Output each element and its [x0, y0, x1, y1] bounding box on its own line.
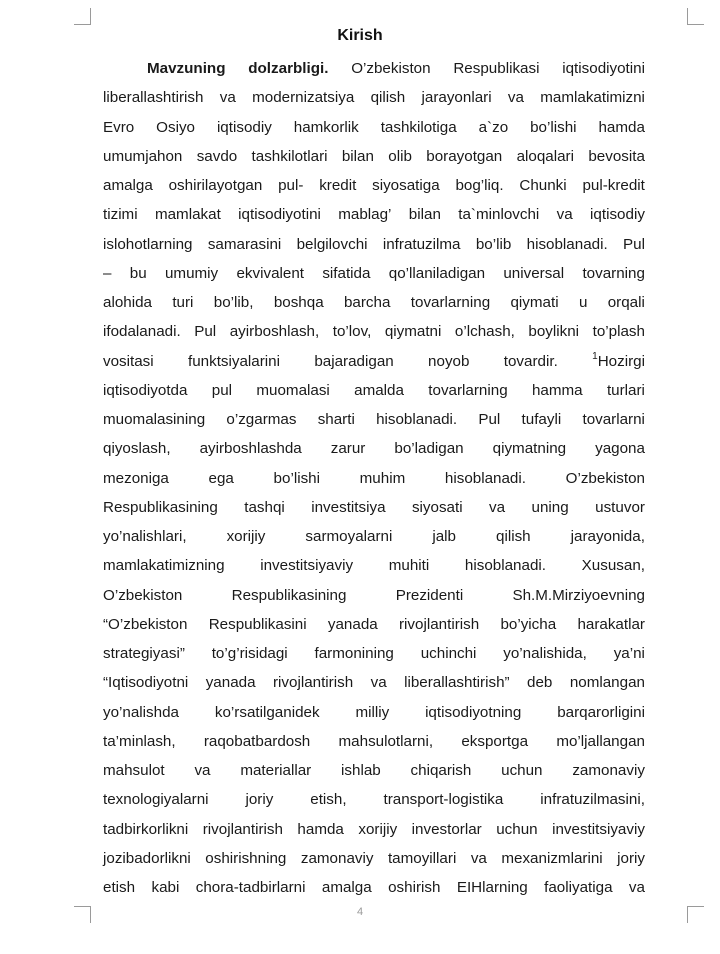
word: jalb [432, 528, 456, 545]
word: bilan [341, 147, 374, 165]
word: milliy [355, 703, 390, 721]
word: Osiyo [156, 118, 195, 136]
word: ustuvor [595, 498, 645, 516]
word: olib [388, 147, 412, 165]
word: uchun [501, 762, 543, 779]
word: o’zgarmas [226, 411, 297, 428]
word: a`zo [478, 118, 509, 136]
word: tashkilotiga [380, 118, 457, 136]
document-body [103, 54, 645, 902]
word: muomalasining [103, 411, 206, 428]
word: barqarorligini [557, 703, 645, 721]
word: tovarning [582, 264, 645, 282]
word: bajaradigan [314, 352, 394, 370]
word: alohida [103, 294, 152, 311]
word: chora-tadbirlarni [195, 879, 306, 896]
text-line [103, 171, 645, 200]
word: – [103, 264, 112, 282]
word: iqtisodiy [216, 118, 272, 136]
word: Pul [478, 411, 501, 428]
word: zarur [330, 440, 366, 458]
word: hisoblanadi. [376, 411, 458, 428]
word: rivojlantirish [398, 615, 480, 633]
text-line [103, 668, 645, 697]
word: aloqalari [516, 147, 574, 165]
word: farmonining [314, 645, 394, 662]
text-line [103, 522, 645, 551]
word: siyosati [411, 498, 463, 516]
word: amalda [354, 381, 404, 399]
word: Prezidenti [395, 586, 464, 604]
word: belgilovchi [296, 235, 368, 253]
word: Respublikasini [208, 615, 307, 633]
word: hamma [531, 381, 583, 399]
word: turlari [606, 381, 645, 399]
word: mexanizmlarini [501, 849, 603, 867]
word: savdo [196, 147, 238, 165]
text-line [103, 815, 645, 844]
word: joriy [617, 849, 645, 867]
text-line [103, 756, 645, 785]
page-corner-mark-top-left [74, 8, 91, 25]
text-line [103, 581, 645, 610]
word: muomalasi [256, 381, 330, 399]
word: va [489, 498, 506, 516]
word: tamoyillari [387, 849, 457, 867]
word: investitsiyaviy [552, 820, 645, 838]
word: umumiy [164, 264, 219, 282]
word: bu [129, 264, 147, 282]
word: Sh.M.Mirziyoevning [512, 586, 645, 604]
word: bevosita [588, 147, 645, 165]
word: yanada [205, 674, 256, 692]
word: ya’ni [613, 645, 645, 662]
text-line [103, 230, 645, 259]
word: to’plash [592, 323, 645, 341]
word: zamonaviy [572, 762, 645, 779]
word: iqtisodiyotini [238, 206, 321, 224]
word: texnologiyalarni [103, 791, 209, 809]
word: Chunki [519, 177, 567, 194]
word: joriy [245, 791, 274, 809]
word: borayotgan [426, 147, 503, 165]
word: oshirilayotgan [168, 177, 263, 194]
word: sifatida [322, 264, 371, 282]
word: mablag’ [338, 206, 392, 224]
word: bo’lishi [530, 118, 577, 136]
word: Evro [103, 118, 135, 136]
word: investitsiya [311, 498, 386, 516]
word: dolzarbligi. [248, 60, 329, 77]
text-line [103, 610, 645, 639]
word: liberallashtirish [103, 89, 204, 107]
word: hamda [297, 820, 344, 838]
word: kredit [319, 177, 357, 194]
word: va [507, 89, 524, 107]
word: qiymatni [384, 323, 442, 341]
word: bog’liq. [455, 177, 504, 194]
word: mahsulot [103, 762, 165, 779]
word: va [628, 879, 645, 896]
word: infratuzilmasini, [540, 791, 645, 809]
word: etish, [310, 791, 347, 809]
word: Respublikasining [103, 498, 218, 516]
word: mo’ljallangan [556, 732, 645, 750]
word: tovarlarning [428, 381, 508, 399]
word: uchun [496, 820, 538, 838]
page-number: 4 [356, 906, 364, 918]
word: O’zbekiston [351, 60, 431, 77]
word: Respublikasining [231, 586, 347, 604]
word: yo’nalishda [103, 703, 179, 721]
word: tashqi [244, 498, 285, 516]
word: ta’minlash, [103, 732, 176, 750]
word: bo’ladigan [394, 440, 464, 458]
word: barcha [343, 294, 391, 311]
word: tadbirkorlikni [103, 820, 189, 838]
word: universal [503, 264, 565, 282]
word: yo’nalishida, [503, 645, 587, 662]
word: 1Hozirgi [592, 351, 645, 370]
word: amalga [321, 879, 372, 896]
word: faoliyatiga [544, 879, 613, 896]
word: tovardir. [503, 352, 558, 370]
word: ayirboshlashda [199, 440, 302, 458]
word: jarayonlari [421, 89, 492, 107]
word: Pul [194, 323, 217, 341]
text-line [103, 54, 645, 83]
word: transport-logistika [383, 791, 504, 809]
word: ta`minlovchi [458, 206, 540, 224]
word: qilish [370, 89, 406, 107]
word: yagona [595, 440, 645, 458]
word: rivojlantirish [202, 820, 283, 838]
word: uning [531, 498, 569, 516]
word: iqtisodiyotda [103, 381, 188, 399]
word: Xususan, [581, 557, 645, 575]
word: qilish [496, 528, 531, 545]
text-line [103, 317, 645, 346]
text-line [103, 405, 645, 434]
word: islohotlarning [103, 235, 193, 253]
word: ekvivalent [236, 264, 305, 282]
word: pul-kredit [582, 177, 645, 194]
word: strategiyasi” [103, 645, 185, 662]
word: Mavzuning [147, 60, 226, 77]
word: ayirboshlash, [229, 323, 320, 341]
word: muhim [359, 469, 406, 487]
word: jarayonida, [570, 528, 645, 545]
word: bo’yicha [500, 615, 557, 633]
word: tizimi [103, 206, 138, 224]
word: o’lchash, [454, 323, 515, 341]
word: tovarlarni [582, 411, 645, 428]
text-line [103, 873, 645, 902]
word: boshqa [273, 294, 324, 311]
text-line [103, 727, 645, 756]
word: oshirish [388, 879, 441, 896]
word: mamlakat [154, 206, 221, 224]
page-title: Kirish [337, 27, 383, 44]
text-line [103, 259, 645, 288]
text-line [103, 288, 645, 317]
text-line [103, 434, 645, 463]
word: boylikni [528, 323, 580, 341]
word: u [578, 294, 588, 311]
word: investorlar [411, 820, 482, 838]
word: va [556, 206, 573, 224]
word: uchinchi [420, 645, 477, 662]
word: mamlakatimizning [103, 557, 225, 575]
word: ko’rsatilganidek [214, 703, 320, 721]
word: hamkorlik [293, 118, 359, 136]
word: xorijiy [226, 528, 266, 545]
word: bilan [408, 206, 441, 224]
word: infratuzilma [382, 235, 461, 253]
word: ega [208, 469, 234, 487]
word: tashkilotlari [251, 147, 328, 165]
word: etish [103, 879, 136, 896]
text-line [103, 844, 645, 873]
word: qo’llaniladigan [388, 264, 486, 282]
word: xorijiy [358, 820, 398, 838]
text-line [103, 785, 645, 814]
word: va [194, 762, 211, 779]
word: Respublikasi [453, 60, 540, 77]
word: mahsulotlarni, [338, 732, 434, 750]
word: turi [172, 294, 194, 311]
text-line [103, 142, 645, 171]
word: chiqarish [410, 762, 472, 779]
word: rivojlantirish [272, 674, 354, 692]
word: EIHlarning [456, 879, 528, 896]
word: iqtisodiyotini [562, 60, 645, 77]
word: noyob [428, 352, 470, 370]
word: bo’lishi [273, 469, 320, 487]
word: iqtisodiy [590, 206, 645, 224]
word: va [219, 89, 236, 107]
word: mamlakatimizni [540, 89, 645, 107]
word: bo’lib, [213, 294, 254, 311]
word: oshirishning [205, 849, 287, 867]
word: bo’lib [475, 235, 512, 253]
word: yo’nalishlari, [103, 528, 187, 545]
text-line [103, 200, 645, 229]
word: ifodalanadi. [103, 323, 181, 341]
text-line [103, 493, 645, 522]
word: investitsiyaviy [260, 557, 354, 575]
word: modernizatsiya [252, 89, 355, 107]
text-line [103, 376, 645, 405]
word: to’lov, [332, 323, 372, 341]
word: nomlangan [569, 674, 645, 692]
word: umumjahon [103, 147, 183, 165]
word: eksportga [461, 732, 529, 750]
word: Pul [623, 235, 645, 253]
word: vositasi [103, 352, 154, 370]
word: sarmoyalarni [305, 528, 393, 545]
word: hisoblanadi. [464, 557, 546, 575]
word: O’zbekiston [103, 586, 183, 604]
text-line [103, 113, 645, 142]
word: orqali [607, 294, 645, 311]
word: yanada [327, 615, 378, 633]
word: tufayli [521, 411, 562, 428]
page-corner-mark-top-right [687, 8, 704, 25]
word: qiymatning [492, 440, 567, 458]
word: jozibadorlikni [103, 849, 191, 867]
word: deb [527, 674, 553, 692]
text-line [103, 551, 645, 580]
word: pul- [278, 177, 304, 194]
word: pul [211, 381, 233, 399]
word: muhiti [388, 557, 430, 575]
word: va [470, 849, 487, 867]
word: liberallashtirish” [404, 674, 510, 692]
word: qiyoslash, [103, 440, 171, 458]
word: raqobatbardosh [203, 732, 311, 750]
word: sharti [317, 411, 355, 428]
text-line [103, 464, 645, 493]
word: “O’zbekiston [103, 615, 188, 633]
word: amalga [103, 177, 153, 194]
word: samarasini [207, 235, 282, 253]
word: hisoblanadi. [526, 235, 608, 253]
text-line [103, 347, 645, 376]
word: materiallar [240, 762, 312, 779]
word: to’g’risidagi [211, 645, 288, 662]
word: zamonaviy [300, 849, 374, 867]
word: qiymati [510, 294, 559, 311]
word: hamda [598, 118, 645, 136]
word: tovarlarning [410, 294, 491, 311]
text-line [103, 698, 645, 727]
word: siyosatiga [372, 177, 440, 194]
word: va [370, 674, 387, 692]
word: harakatlar [577, 615, 645, 633]
word: iqtisodiyotning [425, 703, 522, 721]
word: O’zbekiston [565, 469, 645, 487]
word: ishlab [341, 762, 381, 779]
word: mezoniga [103, 469, 169, 487]
word: kabi [151, 879, 180, 896]
text-line [103, 639, 645, 668]
word: “Iqtisodiyotni [103, 674, 189, 692]
word: hisoblanadi. [444, 469, 526, 487]
word: funktsiyalarini [187, 352, 280, 370]
text-line [103, 83, 645, 112]
